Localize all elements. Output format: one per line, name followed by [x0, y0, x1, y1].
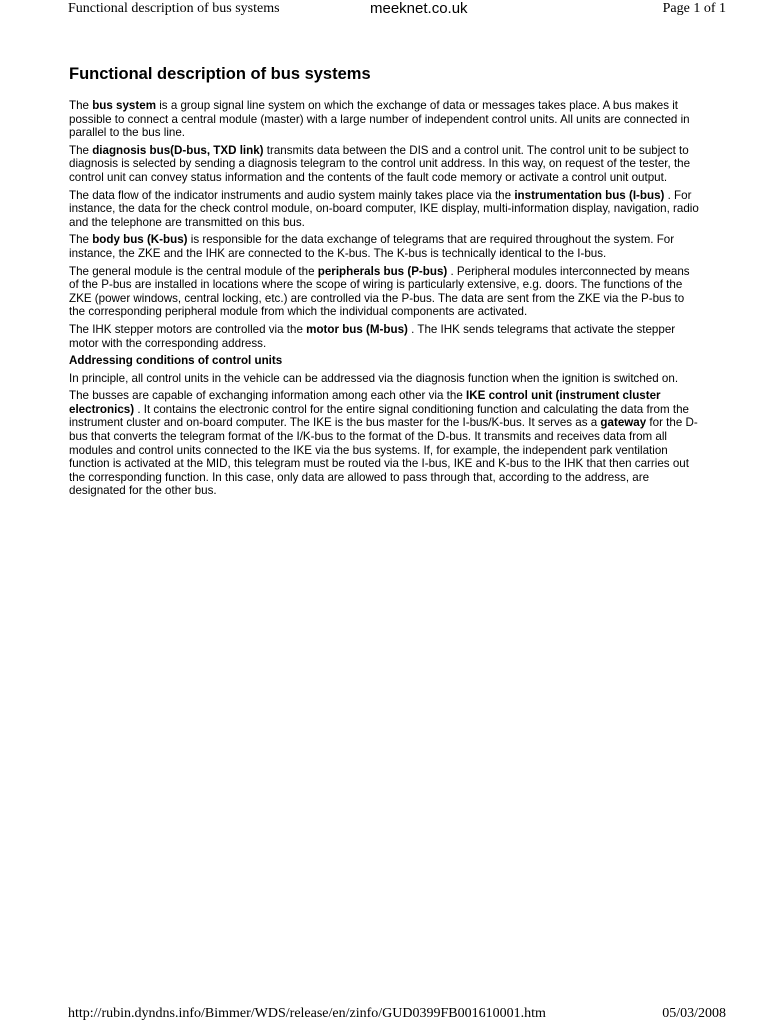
paragraph-text: is a group signal line system on which the exchange of data or messages takes place. A bus makes it possible to connect a central module (master) with a large number of independent control units. All units are connected in parallel to the bus line.: [69, 99, 690, 140]
paragraph: [69, 144, 701, 185]
paragraph-text: In principle, all control units in the vehicle can be addressed via the diagnosis function when the ignition is switched on.: [69, 371, 679, 385]
paragraph-group-addressing: [69, 372, 701, 498]
paragraph-text: is responsible for the data exchange of telegrams that are required throughout the system. For instance, the ZKE and the IHK are connected to the K-bus. The K-bus is technically identical to the I-bus.: [69, 233, 675, 260]
header-site-name: meeknet.co.uk: [370, 0, 468, 17]
bold-term: instrumentation bus (I-bus): [514, 188, 665, 202]
bold-term: bus system: [92, 99, 156, 112]
paragraph-text: . The IHK sends telegrams that activate the stepper motor with the corresponding address.: [69, 322, 676, 350]
paragraph-text: The busses are capable of exchanging information among each other via the: [69, 389, 467, 403]
paragraph: [69, 233, 701, 260]
bold-term: motor bus (M-bus): [306, 322, 408, 336]
paragraph-text: for the D-bus that converts the telegram format of the I/K-bus to the format of the D-bus. It transmits and receives data from all modules and control units connected to the IKE via the bus systems. If, for example, the independent park ventilation function is activated at the MID, this telegram must be routed via the I-bus, IKE and K-bus to the IHK that then carries out the corresponding function. In this case, only data are allowed to pass through that, according to the address, are designated for the other bus.: [69, 416, 698, 498]
paragraph-text: . It contains the electronic control for the entire signal conditioning function and calculating the data from the instrument cluster and on-board computer. The IKE is the bus master for the I-bus/K-bus. It serves as a: [69, 402, 689, 430]
section-subheading: Addressing conditions of control units: [69, 354, 283, 368]
page-header: [0, 0, 768, 20]
bold-term: gateway: [600, 416, 647, 430]
paragraph-text: The: [69, 233, 93, 247]
page-footer: [0, 1006, 768, 1024]
paragraph-text: . For instance, the data for the check control module, on-board computer, IKE display, multi-information display, navigation, radio and the telephone are transmitted on this bus.: [69, 188, 699, 229]
footer-url: http://rubin.dyndns.info/Bimmer/WDS/release/en/zinfo/GUD0399FB001610001.htm: [68, 1006, 546, 1021]
paragraph-text: The: [69, 99, 93, 112]
header-page-number: Page 1 of 1: [662, 1, 726, 16]
paragraph-text: transmits data between the DIS and a control unit. The control unit to be subject to diagnosis is selected by sending a diagnosis telegram to the control unit address. In this way, on request of the tester, the control unit can convey status information and the contents of the fault code memory or activate a control unit output.: [69, 143, 691, 184]
paragraph: [69, 389, 701, 498]
header-document-title: Functional description of bus systems: [68, 1, 280, 16]
paragraph-text: The data flow of the indicator instruments and audio system mainly takes place via the: [69, 188, 515, 202]
bold-term: body bus (K-bus): [92, 233, 188, 247]
paragraph: [69, 372, 701, 386]
document-body: [69, 64, 701, 502]
paragraph-text: The general module is the central module of the: [69, 264, 318, 278]
page-title: Functional description of bus systems: [69, 65, 371, 83]
bold-term: peripherals bus (P-bus): [317, 264, 448, 278]
paragraph: [69, 323, 701, 350]
paragraph: [69, 189, 701, 230]
paragraph: [69, 265, 701, 319]
footer-date: 05/03/2008: [662, 1006, 726, 1021]
bold-term: diagnosis bus(D-bus, TXD link): [92, 143, 264, 157]
paragraph-text: The: [69, 143, 93, 157]
bold-term: IKE control unit (instrument cluster electronics): [69, 389, 661, 416]
paragraph: [69, 99, 701, 140]
paragraph-text: The IHK stepper motors are controlled via the: [69, 322, 307, 336]
paragraph-group-bus-types: [69, 99, 701, 350]
paragraph-text: . Peripheral modules interconnected by means of the P-bus are installed in locations where the scope of wiring is particularly extensive, e.g. doors. The functions of the ZKE (power windows, central locking, etc.) are controlled via the P-bus. The data are sent from the ZKE via the P-bus to the corresponding peripheral module from which the individual components are activated.: [69, 264, 690, 319]
